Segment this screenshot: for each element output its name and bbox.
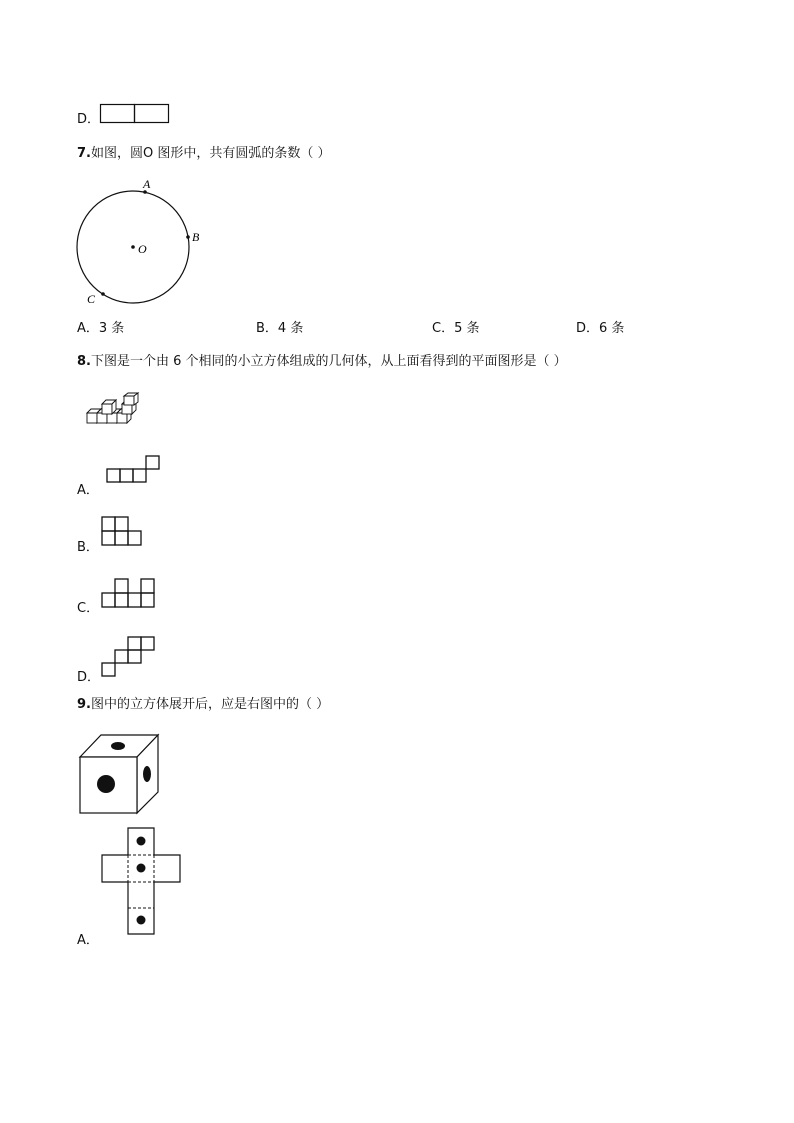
q8-stem [77, 354, 567, 370]
q7-option-c: C．5 条 [432, 321, 480, 336]
label-b: B [192, 230, 200, 244]
q7-circle-figure [70, 176, 210, 311]
q8-solid-figure [84, 393, 144, 427]
net-dot-1 [137, 837, 146, 846]
q8-option-c-figure [101, 578, 159, 610]
label-o: O [138, 242, 147, 256]
net-dot-2 [137, 864, 146, 873]
q8-option-a-label: A． [77, 483, 99, 498]
q8-option-d-figure [101, 634, 159, 680]
q9-stem [77, 697, 329, 713]
point-c [101, 292, 105, 296]
center-point [131, 245, 135, 249]
top-dot [111, 742, 125, 750]
q7-option-d: D．6 条 [576, 321, 625, 336]
front-dot [97, 775, 115, 793]
q8-option-b-figure [101, 516, 146, 548]
point-b [186, 235, 190, 239]
q9-cube-figure [79, 734, 161, 816]
q8-option-b-label: B． [77, 540, 99, 555]
q8-text: 下图是一个由 6 个相同的小立方体组成的几何体，从上面看得到的平面图形是（ ） [90, 354, 567, 369]
net-dot-3 [137, 916, 146, 925]
prev-option-d-figure [100, 104, 170, 124]
q7-option-b: B．4 条 [256, 321, 304, 336]
q8-option-a-figure [106, 455, 161, 485]
q8-option-c-label: C． [77, 601, 100, 616]
label-c: C [87, 292, 96, 306]
q9-option-a-net [101, 827, 185, 937]
q8-number: 8. [77, 354, 91, 369]
label-a: A [143, 177, 151, 191]
q9-text: 图中的立方体展开后，应是右图中的（ ） [90, 697, 330, 712]
prev-option-d-label: D． [77, 112, 101, 127]
q7-option-a: A．3 条 [77, 321, 125, 336]
q8-option-d-label: D． [77, 670, 101, 685]
side-dot [143, 766, 151, 782]
q7-text: 如图，圆O 图形中，共有圆弧的条数（ ） [90, 146, 331, 161]
q9-number: 9. [77, 697, 91, 712]
q7-stem [77, 146, 330, 162]
q7-number: 7. [77, 146, 91, 161]
q9-option-a-label: A． [77, 933, 99, 948]
